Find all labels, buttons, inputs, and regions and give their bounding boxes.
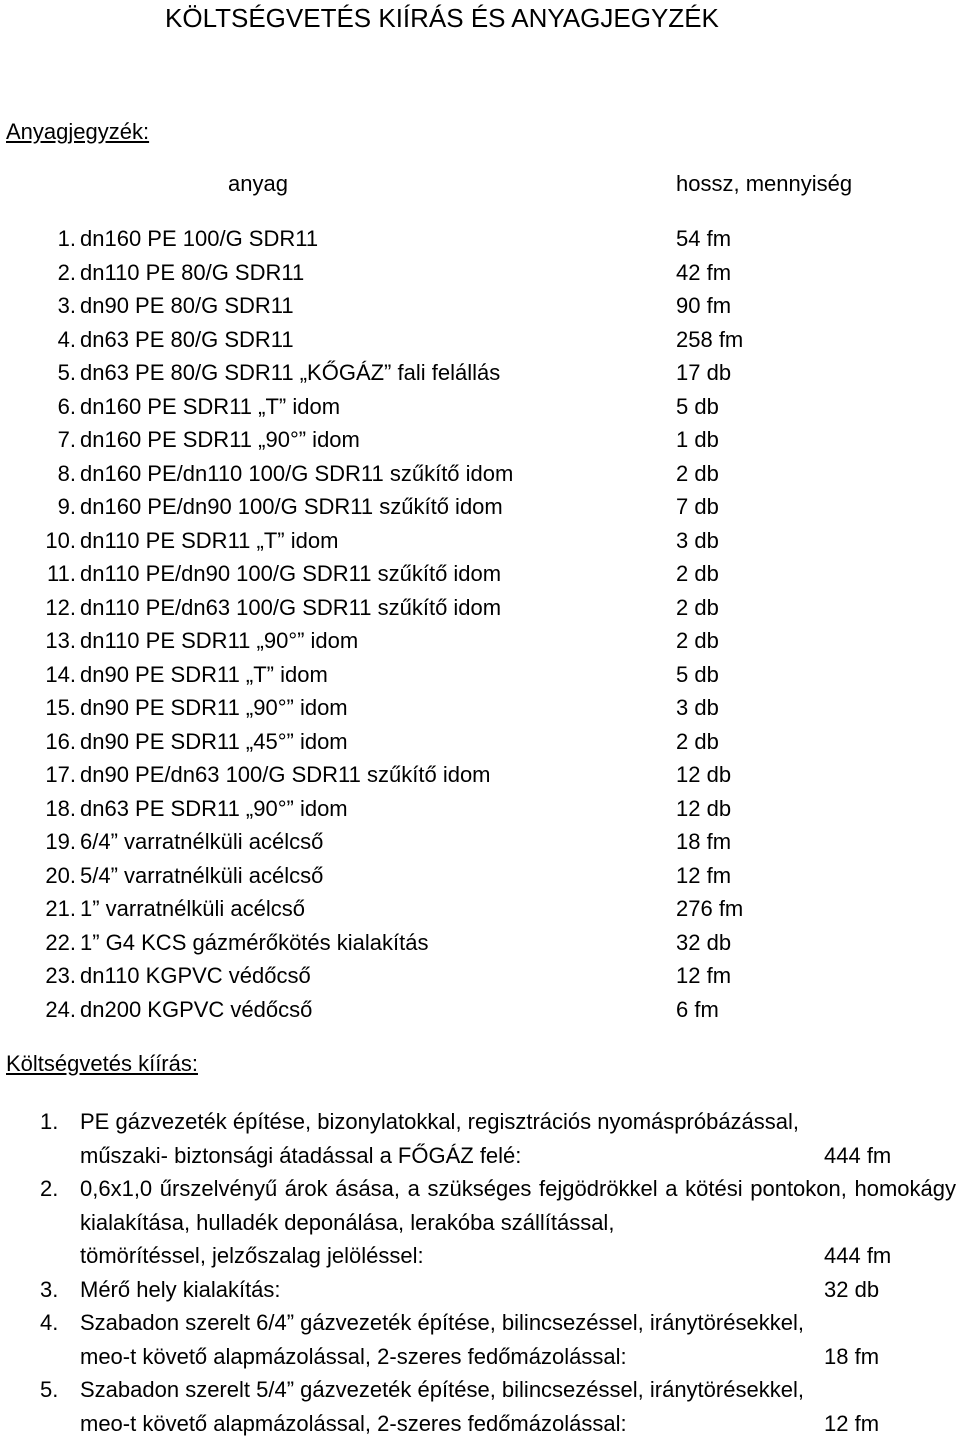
material-name: dn110 PE 80/G SDR11 [80, 259, 304, 287]
item-number: 8. [58, 460, 76, 488]
list-item [0, 895, 960, 929]
material-quantity: 3 db [676, 694, 719, 722]
item-number: 21. [45, 895, 76, 923]
page-title: KÖLTSÉGVETÉS KIÍRÁS ÉS ANYAGJEGYZÉK [165, 2, 719, 34]
list-item [0, 929, 960, 963]
cost-quantity: 444 fm [824, 1139, 956, 1173]
material-quantity: 3 db [676, 527, 719, 555]
item-number: 17. [45, 761, 76, 789]
cost-description: PE gázvezeték építése, bizonylatokkal, regisztrációs nyomáspróbázással, [80, 1105, 956, 1139]
list-item [0, 728, 960, 762]
material-name: dn110 PE/dn63 100/G SDR11 szűkítő idom [80, 594, 501, 622]
cost-description: Szabadon szerelt 6/4” gázvezeték építése, bilincsezéssel, iránytörésekkel, [80, 1306, 956, 1340]
material-name: dn160 PE/dn90 100/G SDR11 szűkítő idom [80, 493, 503, 521]
material-quantity: 54 fm [676, 225, 731, 253]
material-quantity: 18 fm [676, 828, 731, 856]
material-name: dn90 PE SDR11 „45°” idom [80, 728, 348, 756]
cost-description-end: meo-t követő alapmázolással, 2-szeres fedőmázolással: [80, 1407, 627, 1440]
material-name: dn63 PE SDR11 „90°” idom [80, 795, 348, 823]
cost-quantity: 444 fm [824, 1239, 956, 1273]
material-quantity: 258 fm [676, 326, 743, 354]
material-name: 1” G4 KCS gázmérőkötés kialakítás [80, 929, 428, 957]
materials-list [0, 225, 960, 1029]
list-item [0, 527, 960, 561]
item-number: 4. [40, 1306, 58, 1340]
cost-quantity: 18 fm [824, 1340, 956, 1374]
material-name: dn110 PE SDR11 „T” idom [80, 527, 338, 555]
material-name: dn63 PE 80/G SDR11 „KŐGÁZ” fali felállás [80, 359, 500, 387]
material-name: dn90 PE SDR11 „90°” idom [80, 694, 348, 722]
material-quantity: 1 db [676, 426, 719, 454]
list-item [0, 460, 960, 494]
costs-heading: Költségvetés kíírás: [6, 1050, 198, 1078]
item-number: 3. [40, 1273, 58, 1307]
material-quantity: 90 fm [676, 292, 731, 320]
cost-item [0, 1105, 960, 1172]
item-number: 15. [45, 694, 76, 722]
item-number: 6. [58, 393, 76, 421]
list-item [0, 795, 960, 829]
material-quantity: 2 db [676, 460, 719, 488]
item-number: 24. [45, 996, 76, 1024]
list-item [0, 326, 960, 360]
item-number: 13. [45, 627, 76, 655]
material-quantity: 12 fm [676, 862, 731, 890]
material-quantity: 2 db [676, 594, 719, 622]
item-number: 16. [45, 728, 76, 756]
item-number: 9. [58, 493, 76, 521]
list-item [0, 661, 960, 695]
list-item [0, 426, 960, 460]
list-item [0, 761, 960, 795]
material-name: dn90 PE SDR11 „T” idom [80, 661, 328, 689]
item-number: 1. [58, 225, 76, 253]
material-name: 5/4” varratnélküli acélcső [80, 862, 323, 890]
material-quantity: 12 db [676, 761, 731, 789]
list-item [0, 225, 960, 259]
material-quantity: 12 db [676, 795, 731, 823]
list-item [0, 493, 960, 527]
list-item [0, 862, 960, 896]
list-item [0, 393, 960, 427]
material-name: 1” varratnélküli acélcső [80, 895, 305, 923]
cost-description: Szabadon szerelt 5/4” gázvezeték építése, bilincsezéssel, iránytörésekkel, [80, 1373, 956, 1407]
material-quantity: 6 fm [676, 996, 719, 1024]
item-number: 10. [45, 527, 76, 555]
material-name: dn110 PE SDR11 „90°” idom [80, 627, 358, 655]
item-number: 7. [58, 426, 76, 454]
cost-item [0, 1373, 960, 1440]
item-number: 23. [45, 962, 76, 990]
cost-item [0, 1172, 960, 1273]
item-number: 5. [58, 359, 76, 387]
item-number: 11. [47, 560, 76, 588]
item-number: 14. [45, 661, 76, 689]
material-quantity: 276 fm [676, 895, 743, 923]
cost-item [0, 1306, 960, 1373]
material-name: dn160 PE/dn110 100/G SDR11 szűkítő idom [80, 460, 513, 488]
column-header-material: anyag [228, 170, 288, 198]
item-number: 5. [40, 1373, 58, 1407]
material-name: dn160 PE SDR11 „T” idom [80, 393, 340, 421]
material-quantity: 17 db [676, 359, 731, 387]
list-item [0, 359, 960, 393]
material-name: dn160 PE SDR11 „90°” idom [80, 426, 360, 454]
item-number: 4. [58, 326, 76, 354]
item-number: 20. [45, 862, 76, 890]
item-number: 2. [40, 1172, 58, 1206]
cost-quantity: 12 fm [824, 1407, 956, 1440]
material-name: dn110 KGPVC védőcső [80, 962, 311, 990]
cost-description: 0,6x1,0 űrszelvényű árok ásása, a szükséges fejgödrökkel a kötési pontokon, homokágy kialakítása, hulladék deponálása, lerakóba szállítással, [80, 1172, 956, 1239]
material-name: dn110 PE/dn90 100/G SDR11 szűkítő idom [80, 560, 501, 588]
material-quantity: 32 db [676, 929, 731, 957]
material-quantity: 2 db [676, 560, 719, 588]
item-number: 3. [58, 292, 76, 320]
material-name: dn90 PE 80/G SDR11 [80, 292, 294, 320]
material-name: dn200 KGPVC védőcső [80, 996, 312, 1024]
list-item [0, 694, 960, 728]
item-number: 1. [40, 1105, 58, 1139]
cost-description-end: meo-t követő alapmázolással, 2-szeres fedőmázolással: [80, 1340, 627, 1374]
cost-item [0, 1273, 960, 1307]
material-name: 6/4” varratnélküli acélcső [80, 828, 323, 856]
item-number: 12. [45, 594, 76, 622]
material-name: dn63 PE 80/G SDR11 [80, 326, 294, 354]
list-item [0, 594, 960, 628]
list-item [0, 560, 960, 594]
item-number: 22. [45, 929, 76, 957]
material-name: dn160 PE 100/G SDR11 [80, 225, 318, 253]
list-item [0, 828, 960, 862]
column-header-quantity: hossz, mennyiség [676, 170, 852, 198]
material-quantity: 12 fm [676, 962, 731, 990]
item-number: 18. [45, 795, 76, 823]
item-number: 19. [45, 828, 76, 856]
cost-items-list [0, 1105, 960, 1440]
list-item [0, 996, 960, 1030]
cost-description-end: tömörítéssel, jelzőszalag jelöléssel: [80, 1239, 424, 1273]
list-item [0, 259, 960, 293]
materials-heading: Anyagjegyzék: [6, 118, 149, 146]
material-quantity: 2 db [676, 728, 719, 756]
material-quantity: 5 db [676, 661, 719, 689]
cost-description-end: Mérő hely kialakítás: [80, 1273, 281, 1307]
list-item [0, 962, 960, 996]
material-quantity: 42 fm [676, 259, 731, 287]
material-name: dn90 PE/dn63 100/G SDR11 szűkítő idom [80, 761, 491, 789]
item-number: 2. [58, 259, 76, 287]
list-item [0, 292, 960, 326]
material-quantity: 2 db [676, 627, 719, 655]
cost-description-end: műszaki- biztonsági átadással a FŐGÁZ felé: [80, 1139, 521, 1173]
material-quantity: 7 db [676, 493, 719, 521]
material-quantity: 5 db [676, 393, 719, 421]
list-item [0, 627, 960, 661]
cost-quantity: 32 db [824, 1273, 956, 1307]
